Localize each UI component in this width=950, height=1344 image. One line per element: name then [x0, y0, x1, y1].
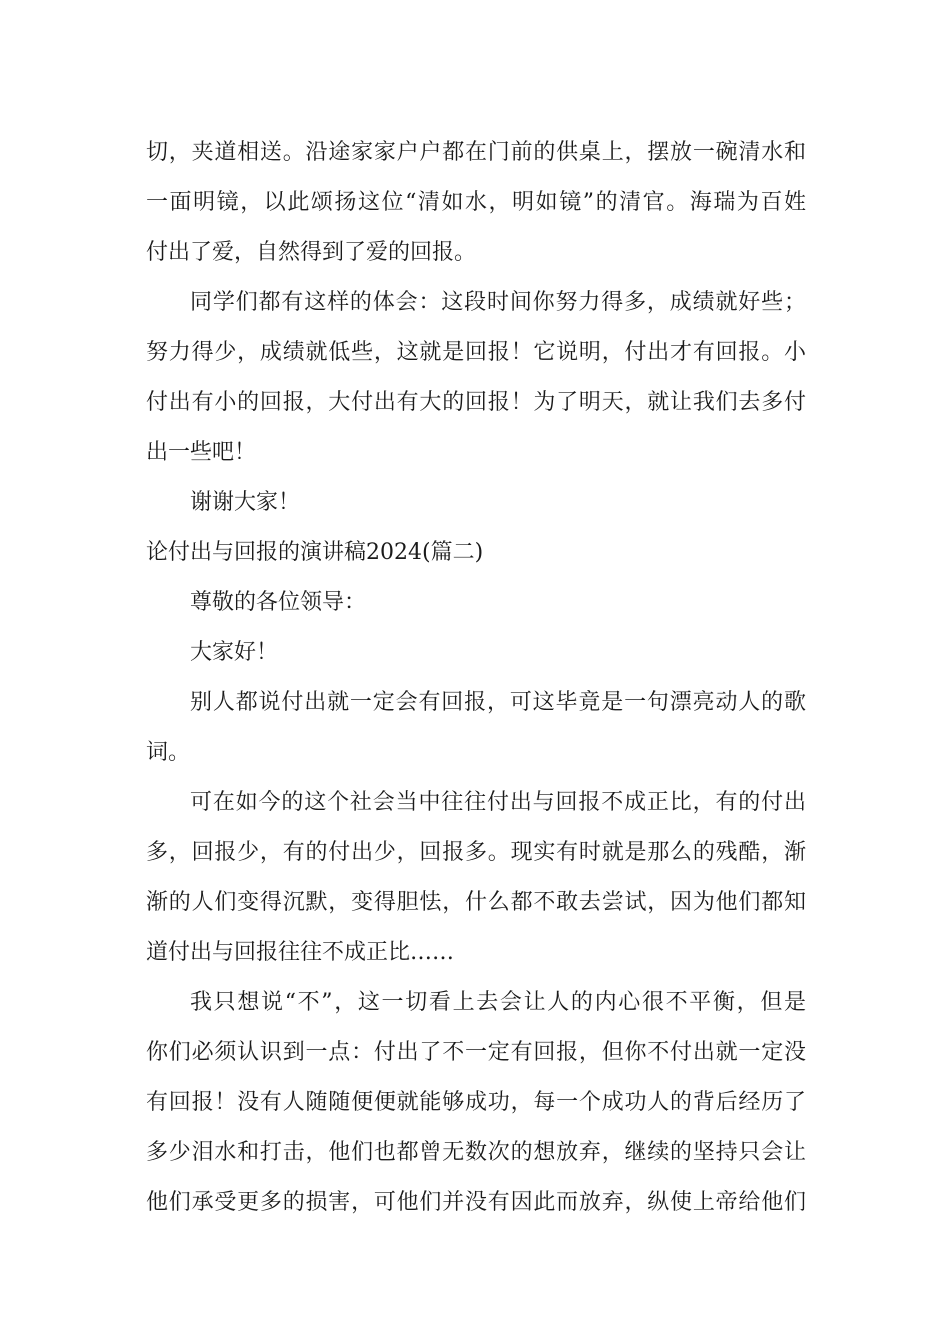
text-line: 付出了爱，自然得到了爱的回报。 [146, 240, 477, 265]
section-heading: 论付出与回报的演讲稿2024(篇二) [146, 540, 484, 565]
paragraph-first-line: 同学们都有这样的体会：这段时间你努力得多，成绩就好些； [190, 290, 806, 315]
paragraph-first-line: 谢谢大家！ [190, 490, 301, 515]
text-line: 词。 [146, 740, 191, 765]
text-line: 他们承受更多的损害，可他们并没有因此而放弃，纵使上帝给他们 [146, 1190, 806, 1215]
paragraph-first-line: 可在如今的这个社会当中往往付出与回报不成正比，有的付出 [190, 790, 806, 815]
text-line: 多，回报少，有的付出少，回报多。现实有时就是那么的残酷，渐 [146, 840, 806, 865]
salutation: 尊敬的各位领导： [190, 590, 367, 615]
text-line: 渐的人们变得沉默，变得胆怯，什么都不敢去尝试，因为他们都知 [146, 890, 806, 915]
text-line: 出一些吧！ [146, 440, 257, 465]
paragraph-first-line: 别人都说付出就一定会有回报，可这毕竟是一句漂亮动人的歌 [190, 690, 806, 715]
paragraph-first-line: 我只想说“不”，这一切看上去会让人的内心很不平衡，但是 [190, 990, 806, 1015]
text-line: 道付出与回报往往不成正比…… [146, 940, 455, 965]
greeting: 大家好！ [190, 640, 279, 665]
text-line: 切，夹道相送。沿途家家户户都在门前的供桌上，摆放一碗清水和 [146, 140, 806, 165]
text-line: 付出有小的回报，大付出有大的回报！为了明天，就让我们去多付 [146, 390, 806, 415]
text-line: 你们必须认识到一点：付出了不一定有回报，但你不付出就一定没 [146, 1040, 806, 1065]
text-line: 多少泪水和打击，他们也都曾无数次的想放弃，继续的坚持只会让 [146, 1140, 806, 1165]
document-body [146, 128, 806, 1228]
text-line: 有回报！没有人随随便便就能够成功，每一个成功人的背后经历了 [146, 1090, 806, 1115]
text-line: 努力得少，成绩就低些，这就是回报！它说明，付出才有回报。小 [146, 340, 806, 365]
text-line: 一面明镜，以此颂扬这位“清如水，明如镜”的清官。海瑞为百姓 [146, 190, 806, 215]
